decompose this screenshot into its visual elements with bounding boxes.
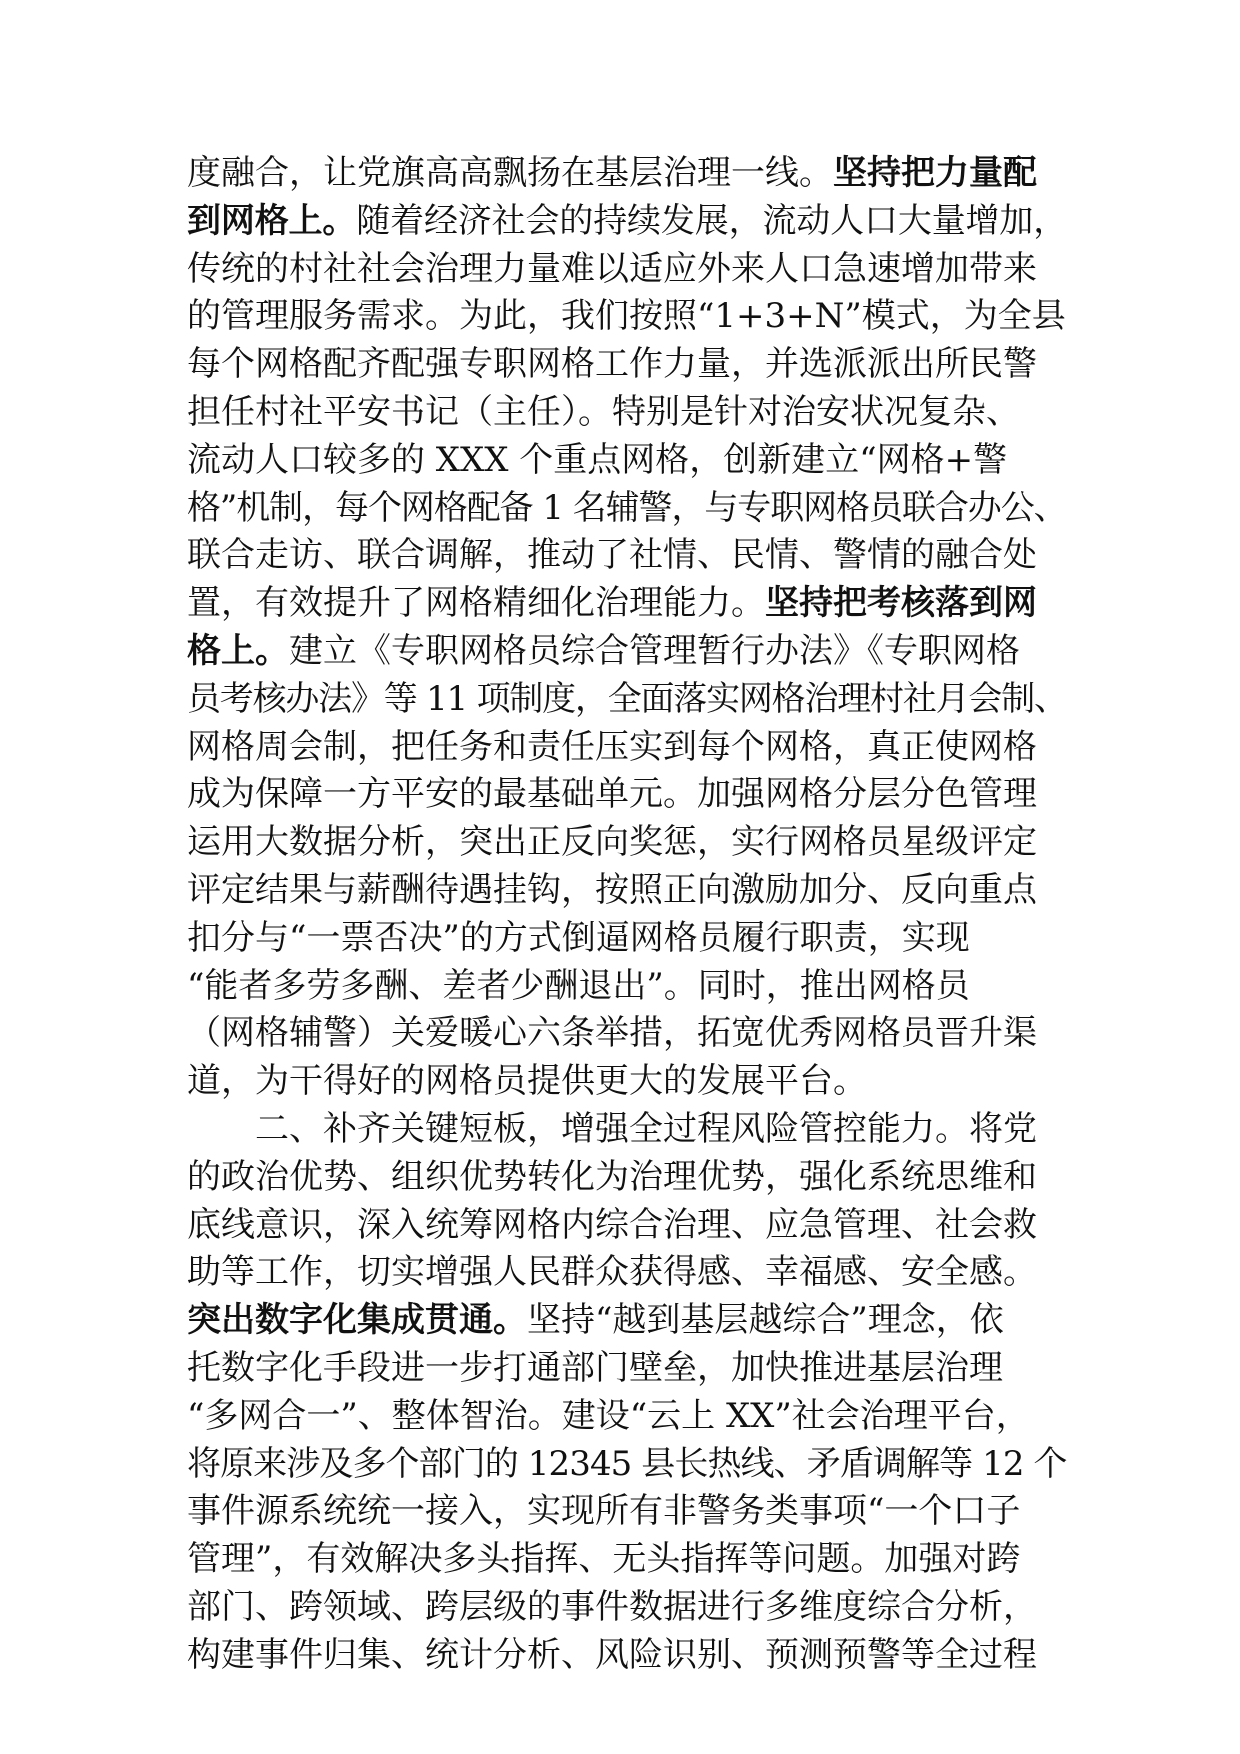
text-segment: 传统的村社社会治理力量难以适应外来人口急速增加带来 — [187, 248, 1037, 289]
text-segment: 员考核办法》等 11 项制度，全面落实网格治理村社月会制、 — [187, 678, 1067, 719]
text-line — [187, 293, 1067, 341]
text-line — [187, 1393, 1067, 1441]
text-segment: （网格辅警）关爱暖心六条举措，拓宽优秀网格员晋升渠 — [187, 1013, 1037, 1054]
text-line — [187, 389, 1067, 437]
text-segment: 度融合，让党旗高高飘扬在基层治理一线。 — [187, 153, 833, 193]
text-segment: 构建事件归集、统计分析、风险识别、预测预警等全过程 — [187, 1634, 1037, 1675]
text-line — [187, 580, 1067, 628]
text-segment: 将原来涉及多个部门的 12345 县长热线、矛盾调解等 12 个 — [187, 1443, 1067, 1484]
text-line — [187, 1297, 1067, 1345]
text-segment: 置，有效提升了网格精细化治理能力。 — [187, 583, 765, 624]
text-line — [187, 1441, 1067, 1489]
text-segment: 网格周会制，把任务和责任压实到每个网格，真正使网格 — [187, 726, 1037, 767]
text-segment: 随着经济社会的持续发展，流动人口大量增加， — [356, 200, 1068, 241]
bold-heading-segment: 坚持把力量配 — [833, 153, 1037, 193]
text-segment: 事件源系统统一接入，实现所有非警务类事项“一个口子 — [187, 1491, 1021, 1532]
text-segment: 建立《专职网格员综合管理暂行办法》《专职网格 — [289, 630, 1020, 671]
text-segment: 每个网格配齐配强专职网格工作力量，并选派派出所民警 — [187, 344, 1037, 385]
text-segment: 评定结果与薪酬待遇挂钩，按照正向激励加分、反向重点 — [187, 869, 1037, 910]
text-segment: 成为保障一方平安的最基础单元。加强网格分层分色管理 — [187, 774, 1037, 815]
text-line — [187, 724, 1067, 772]
text-line — [187, 867, 1067, 915]
text-segment: 部门、跨领域、跨层级的事件数据进行多维度综合分析， — [187, 1586, 1037, 1627]
bold-heading-segment: 突出数字化集成贯通。 — [187, 1300, 527, 1341]
text-line — [187, 1249, 1067, 1297]
text-line — [187, 1536, 1067, 1584]
text-line — [187, 628, 1067, 676]
text-segment: 管理”，有效解决多头指挥、无头指挥等问题。加强对跨 — [187, 1539, 1021, 1580]
text-segment: 底线意识，深入统筹网格内综合治理、应急管理、社会救 — [187, 1204, 1037, 1245]
text-segment: 托数字化手段进一步打通部门壁垒，加快推进基层治理 — [187, 1347, 1003, 1388]
text-segment: 的政治优势、组织优势转化为治理优势，强化系统思维和 — [187, 1156, 1037, 1197]
text-line — [187, 1058, 1067, 1106]
text-segment: 的管理服务需求。为此，我们按照“1+3+N”模式，为全县 — [187, 296, 1066, 337]
text-line — [187, 1345, 1067, 1393]
text-line — [187, 150, 1067, 198]
text-segment: 道，为干得好的网格员提供更大的发展平台。 — [187, 1061, 867, 1102]
text-line — [187, 676, 1067, 724]
text-line — [187, 1584, 1067, 1632]
text-segment: 流动人口较多的 XXX 个重点网格，创新建立“网格+警 — [187, 439, 1008, 480]
text-segment: 联合走访、联合调解，推动了社情、民情、警情的融合处 — [187, 535, 1037, 576]
text-line — [187, 532, 1067, 580]
text-segment: 助等工作，切实增强人民群众获得感、幸福感、安全感。 — [187, 1252, 1037, 1293]
text-line — [187, 341, 1067, 389]
text-line — [187, 198, 1067, 246]
text-line — [187, 1488, 1067, 1536]
text-line — [187, 1010, 1067, 1058]
bold-heading-segment: 格上。 — [187, 630, 289, 671]
text-line — [187, 771, 1067, 819]
text-line — [187, 1632, 1067, 1680]
text-segment: 担任村社平安书记（主任）。特别是针对治安状况复杂、 — [187, 391, 1020, 432]
bold-heading-segment: 到网格上。 — [187, 200, 357, 241]
text-line — [187, 1154, 1067, 1202]
bold-heading-segment: 坚持把考核落到网 — [765, 583, 1037, 624]
text-segment: 坚持“越到基层越综合”理念，依 — [527, 1300, 1004, 1341]
text-line — [187, 915, 1067, 963]
text-line — [187, 963, 1067, 1011]
text-segment: “能者多劳多酬、差者少酬退出”。同时，推出网格员 — [187, 965, 970, 1006]
text-segment: 扣分与“一票否决”的方式倒逼网格员履行职责，实现 — [187, 917, 970, 958]
text-segment: 格”机制，每个网格配备 1 名辅警，与专职网格员联合办公、 — [187, 487, 1067, 528]
text-line — [187, 246, 1067, 294]
text-segment: 运用大数据分析，突出正反向奖惩，实行网格员星级评定 — [187, 822, 1037, 863]
text-line — [187, 437, 1067, 485]
text-line — [187, 1106, 1067, 1154]
text-line — [187, 819, 1067, 867]
text-line — [187, 485, 1067, 533]
text-segment: 二、补齐关键短板，增强全过程风险管控能力。将党 — [255, 1108, 1037, 1149]
body-text — [187, 150, 1067, 1680]
text-line — [187, 1202, 1067, 1250]
text-segment: “多网合一”、整体智治。建设“云上 XX”社会治理平台， — [187, 1395, 1030, 1436]
